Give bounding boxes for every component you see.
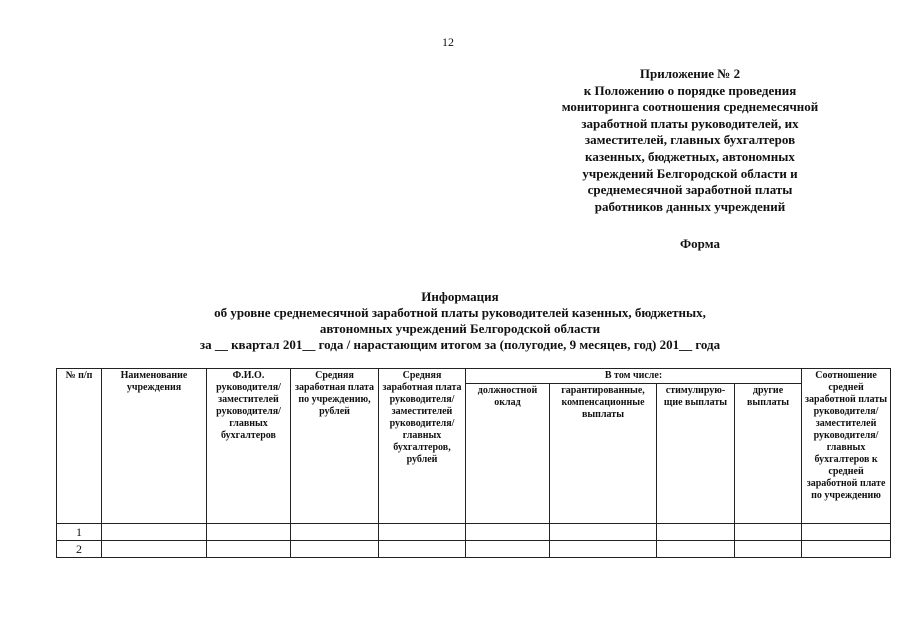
- table-cell: [291, 541, 379, 558]
- table-cell: [466, 524, 550, 541]
- header-fio: Ф.И.О. руководителя/ заместителей руководителя/ главных бухгалтеров: [207, 369, 291, 524]
- page-number: 12: [442, 35, 454, 49]
- table-cell: [657, 541, 735, 558]
- info-title: Информация: [421, 289, 499, 304]
- info-period-line: за __ квартал 201__ года / нарастающим итогом за (полугодие, 9 месяцев, год) 201__ года: [199, 337, 721, 352]
- info-title-block: [140, 289, 780, 353]
- table-header-row: [57, 369, 891, 384]
- appendix-line: среднемесячной заработной платы: [587, 182, 793, 198]
- header-avg-salary: Средняя заработная плата по учреждению, рублей: [291, 369, 379, 524]
- table-cell: [550, 541, 657, 558]
- appendix-line: заработной платы руководителей, их: [581, 115, 799, 131]
- form-label: Форма: [680, 236, 720, 251]
- table-cell: [657, 524, 735, 541]
- header-official-salary: должностной оклад: [466, 384, 550, 524]
- header-other-payments: другие выплаты: [735, 384, 802, 524]
- header-including: В том числе:: [466, 369, 802, 384]
- appendix-heading: [530, 66, 850, 215]
- table-cell: [207, 524, 291, 541]
- table-cell: [735, 541, 802, 558]
- header-incentive-payments: стимулирую-щие выплаты: [657, 384, 735, 524]
- row-number: 2: [57, 541, 102, 558]
- table-cell: [735, 524, 802, 541]
- appendix-line: мониторинга соотношения среднемесячной: [561, 99, 819, 115]
- row-number: 1: [57, 524, 102, 541]
- table-cell: [379, 524, 466, 541]
- header-institution-name: Наименование учреждения: [102, 369, 207, 524]
- appendix-line: к Положению о порядке проведения: [583, 82, 797, 98]
- header-num: № п/п: [57, 369, 102, 524]
- appendix-line: работников данных учреждений: [594, 198, 786, 214]
- table-cell: [291, 524, 379, 541]
- appendix-line: учреждений Белгородской области и: [582, 165, 798, 181]
- header-guaranteed-payments: гарантированные, компенсационные выплаты: [550, 384, 657, 524]
- table-cell: [207, 541, 291, 558]
- table-cell: [802, 541, 891, 558]
- table-row: [57, 524, 891, 541]
- info-subtitle-line: об уровне среднемесячной заработной платы руководителей казенных, бюджетных,: [214, 305, 706, 320]
- table-cell: [466, 541, 550, 558]
- table-cell: [802, 524, 891, 541]
- table-cell: [550, 524, 657, 541]
- table-cell: [102, 541, 207, 558]
- table-cell: [379, 541, 466, 558]
- table-cell: [102, 524, 207, 541]
- salary-report-table: [56, 368, 891, 558]
- header-avg-salary-heads: Средняя заработная плата руководителя/ заместителей руководителя/ главных бухгалтеров, рублей: [379, 369, 466, 524]
- info-subtitle-line: автономных учреждений Белгородской области: [319, 321, 601, 336]
- table-row: [57, 541, 891, 558]
- appendix-line: Приложение № 2: [639, 66, 741, 81]
- header-ratio: Соотношение средней заработной платы руководителя/ заместителей руководителя/ главных бухгалтеров к средней заработной плате по учреждению: [802, 369, 891, 524]
- appendix-line: казенных, бюджетных, автономных: [585, 148, 795, 164]
- appendix-line: заместителей, главных бухгалтеров: [584, 132, 796, 148]
